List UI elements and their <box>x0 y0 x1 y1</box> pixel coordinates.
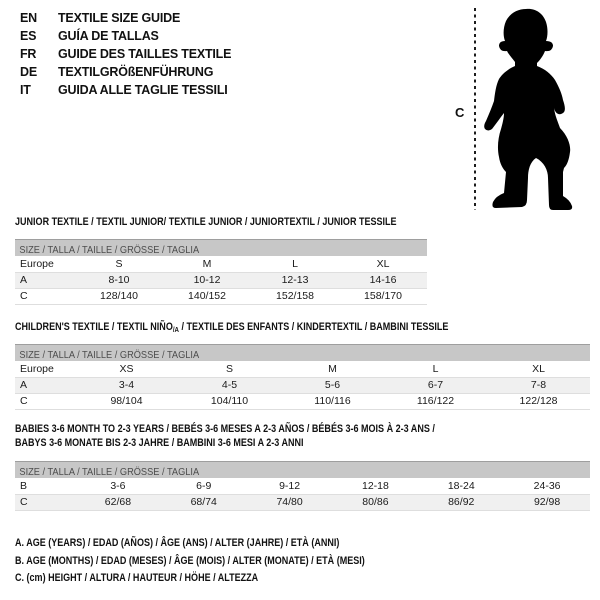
size-cell: 6-7 <box>427 379 444 391</box>
language-list <box>20 9 231 99</box>
size-cell: 80/86 <box>362 496 389 508</box>
babies-table-title-line2: BABYS 3-6 MONATE BIS 2-3 JAHRE / BAMBINI 3-6 MESI A 2-3 ANNI <box>15 437 304 449</box>
language-title: TEXTILGRÖßENFÜHRUNG <box>58 65 214 79</box>
size-cell: 92/98 <box>533 496 561 508</box>
height-measure-label: C <box>455 105 465 120</box>
babies-table-title-line1: BABIES 3-6 MONTH TO 2-3 YEARS / BEBÉS 3-6 MESES A 2-3 AÑOS / BÉBÉS 3-6 MOIS À 2-3 ANS / <box>15 423 435 435</box>
childrens-table <box>15 344 590 410</box>
size-cell: 122/128 <box>519 395 558 407</box>
size-cell: 14-16 <box>369 274 397 286</box>
childrens-title-suffix: / TEXTILE DES ENFANTS / KINDERTEXTIL / BAMBINI TESSILE <box>178 321 449 333</box>
table-row <box>15 289 427 305</box>
size-cell: L <box>432 363 439 375</box>
table-row <box>15 378 590 394</box>
size-cell: 12-18 <box>361 480 389 492</box>
legend-notes <box>15 537 442 590</box>
size-cell: 116/122 <box>416 395 455 407</box>
junior-table-title: JUNIOR TEXTILE / TEXTIL JUNIOR/ TEXTILE JUNIOR / JUNIORTEXTIL / JUNIOR TESSILE <box>15 216 397 228</box>
language-row-es <box>20 27 231 45</box>
size-cell: 152/158 <box>276 290 314 302</box>
language-code: EN <box>20 11 37 25</box>
table-row <box>15 257 427 273</box>
size-cell: 62/68 <box>104 496 132 508</box>
table-row <box>15 479 590 495</box>
row-label: Europe <box>20 363 54 375</box>
size-header-bar <box>15 461 590 478</box>
size-header-bar <box>15 239 427 256</box>
note-height-cm: C. (cm) HEIGHT / ALTURA / HAUTEUR / HÖHE / ALTEZZA <box>15 572 259 584</box>
junior-table <box>15 239 427 305</box>
size-cell: 9-12 <box>279 480 301 492</box>
height-measure-dashed-line <box>474 8 476 210</box>
size-cell: 3-6 <box>110 480 126 492</box>
size-header-text: SIZE / TALLA / TAILLE / GRÖSSE / TAGLIA <box>19 244 200 256</box>
language-code: IT <box>20 83 31 97</box>
row-label: B <box>20 480 28 492</box>
size-cell: 86/92 <box>448 496 475 508</box>
baby-silhouette-icon <box>480 0 600 215</box>
size-cell: L <box>292 258 298 270</box>
language-code: FR <box>20 47 37 61</box>
size-cell: 68/74 <box>190 496 217 508</box>
table-row <box>15 362 590 378</box>
language-row-it <box>20 81 231 99</box>
size-cell: XL <box>532 363 545 375</box>
size-cell: 12-13 <box>281 274 309 286</box>
language-code: DE <box>20 65 37 79</box>
note-age-months: B. AGE (MONTHS) / EDAD (MESES) / ÂGE (MOIS) / ALTER (MONATE) / ETÀ (MESI) <box>15 554 365 567</box>
size-header-text: SIZE / TALLA / TAILLE / GRÖSSE / TAGLIA <box>19 466 200 478</box>
size-cell: 98/104 <box>110 395 143 407</box>
row-label: C <box>20 496 28 508</box>
size-cell: 6-9 <box>196 480 212 492</box>
size-header-text: SIZE / TALLA / TAILLE / GRÖSSE / TAGLIA <box>19 349 200 361</box>
row-label: Europe <box>20 258 54 270</box>
size-cell: 128/140 <box>100 290 138 302</box>
size-cell: 7-8 <box>530 379 547 391</box>
language-title: GUIDA ALLE TAGLIE TESSILI <box>58 83 228 97</box>
size-cell: 8-10 <box>108 274 130 286</box>
row-label: A <box>20 379 28 391</box>
row-label: C <box>20 290 28 302</box>
size-cell: XL <box>376 258 390 270</box>
size-cell: XS <box>119 363 134 375</box>
childrens-title-subscript: /A <box>172 325 179 334</box>
childrens-table-title <box>15 321 448 336</box>
size-cell: S <box>225 363 233 375</box>
size-cell: 10-12 <box>193 274 221 286</box>
table-row <box>15 495 590 511</box>
size-cell: 24-36 <box>533 480 561 492</box>
language-title: GUÍA DE TALLAS <box>58 29 159 43</box>
language-row-de <box>20 63 231 81</box>
size-cell: 104/110 <box>210 395 249 407</box>
size-cell: 110/116 <box>314 395 351 407</box>
table-row <box>15 394 590 410</box>
size-cell: 140/152 <box>188 290 226 302</box>
size-cell: 158/170 <box>364 290 402 302</box>
language-title: TEXTILE SIZE GUIDE <box>58 11 181 25</box>
size-header-bar <box>15 344 590 361</box>
language-code: ES <box>20 29 37 43</box>
note-age-years: A. AGE (YEARS) / EDAD (AÑOS) / ÂGE (ANS) / ALTER (JAHRE) / ETÀ (ANNI) <box>15 537 340 549</box>
table-row <box>15 273 427 289</box>
size-cell: 5-6 <box>324 379 341 391</box>
size-cell: 4-5 <box>221 379 238 391</box>
language-title: GUIDE DES TAILLES TEXTILE <box>58 47 232 61</box>
language-row-fr <box>20 45 231 63</box>
row-label: C <box>20 395 28 407</box>
babies-table <box>15 461 590 511</box>
size-cell: S <box>115 258 123 270</box>
size-cell: M <box>328 363 337 375</box>
row-label: A <box>20 274 28 286</box>
childrens-title-prefix: CHILDREN'S TEXTILE / TEXTIL NIÑO <box>15 321 173 333</box>
language-row-en <box>20 9 231 27</box>
size-cell: 18-24 <box>447 480 475 492</box>
size-cell: M <box>202 258 212 270</box>
size-cell: 74/80 <box>276 496 303 508</box>
size-cell: 3-4 <box>118 379 135 391</box>
